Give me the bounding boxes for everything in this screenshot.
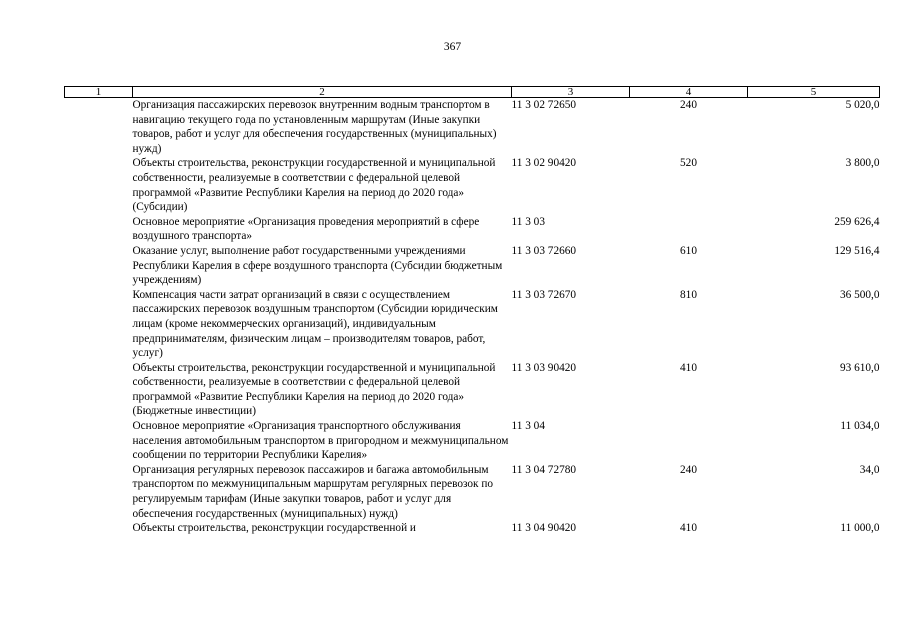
target-code-cell: 11 3 03 72670 [511, 288, 577, 301]
expense-type-cell: 240 [680, 463, 697, 476]
expense-type-cell: 610 [680, 244, 697, 257]
column-header-4: 4 [630, 87, 748, 98]
expense-type-cell [630, 419, 748, 463]
row-number-cell [65, 244, 133, 288]
table-row [65, 419, 880, 463]
table-row [65, 361, 880, 419]
target-code-cell: 11 3 03 72660 [511, 244, 577, 257]
target-code-cell: 11 3 04 72780 [511, 463, 577, 476]
amount-cell: 34,0 [859, 463, 880, 476]
target-code-cell: 11 3 02 72650 [511, 99, 577, 111]
header-row [65, 87, 880, 98]
target-code-cell: 11 3 02 90420 [511, 157, 577, 170]
target-code-cell: 11 3 03 [511, 215, 545, 228]
table-row [65, 463, 880, 521]
item-name-cell: Основное мероприятие «Организация проведения мероприятий в сфере воздушного транспорта» [132, 215, 480, 243]
row-number-cell [65, 419, 133, 463]
item-name-cell: Оказание услуг, выполнение работ государственными учреждениями Республики Карелия в сфере воздушного транспорта (Субсидии бюджетным учреждениям) [132, 244, 503, 287]
target-code-cell: 11 3 04 [511, 420, 545, 433]
expense-type-cell: 810 [680, 288, 697, 301]
row-number-cell [65, 98, 133, 157]
item-name-cell: Объекты строительства, реконструкции государственной и муниципальной собственности, реализуемые в соответствии с федеральной целевой программой «Развитие Республики Карелия на период до 2020 года» (Субсидии) [132, 157, 496, 214]
table-row [65, 521, 880, 536]
amount-cell: 259 626,4 [834, 215, 880, 228]
expense-type-cell: 520 [680, 157, 697, 170]
item-name-cell: Организация регулярных перевозок пассажиров и багажа автомобильным транспортом по межмуниципальным маршрутам регулярных перевозок по регулируемым тарифам (Иные закупки товаров, работ и услуг для обеспечения государственных (муниципальных) нужд) [132, 463, 494, 520]
amount-cell: 3 800,0 [845, 157, 880, 170]
row-number-cell [65, 215, 133, 244]
page-number: 367 [443, 41, 462, 53]
target-code-cell: 11 3 04 90420 [511, 522, 577, 535]
amount-cell: 36 500,0 [839, 288, 880, 301]
amount-cell: 5 020,0 [845, 99, 880, 111]
item-name-cell: Организация пассажирских перевозок внутренним водным транспортом в навигацию текущего года по установленным маршрутам (Иные закупки товаров, работ и услуг для обеспечения государственных (муниципальных) нужд) [132, 99, 497, 155]
row-number-cell [65, 288, 133, 361]
table-row [65, 215, 880, 244]
column-header-1: 1 [65, 87, 133, 98]
table-row [65, 244, 880, 288]
column-header-2: 2 [133, 87, 512, 98]
column-header-3: 3 [512, 87, 630, 98]
table-row [65, 156, 880, 214]
expense-type-cell: 410 [680, 361, 697, 374]
amount-cell: 11 034,0 [840, 420, 880, 433]
target-code-cell: 11 3 03 90420 [511, 361, 577, 374]
amount-cell: 93 610,0 [839, 361, 880, 374]
row-number-cell [65, 521, 133, 536]
row-number-cell [65, 156, 133, 214]
row-number-cell [65, 463, 133, 521]
expense-type-cell: 240 [680, 99, 697, 111]
expense-type-cell [630, 215, 748, 244]
item-name-cell: Основное мероприятие «Организация транспортного обслуживания населения автомобильным транспортом в пригородном и межмуниципальном сообщении по территории Республики Карелия» [132, 420, 509, 462]
table-row [65, 288, 880, 361]
amount-cell: 11 000,0 [840, 522, 880, 535]
amount-cell: 129 516,4 [834, 244, 880, 257]
column-header-5: 5 [748, 87, 880, 98]
budget-table [64, 86, 880, 536]
item-name-cell: Объекты строительства, реконструкции государственной и [132, 522, 416, 535]
row-number-cell [65, 361, 133, 419]
expense-type-cell: 410 [680, 522, 697, 535]
item-name-cell: Компенсация части затрат организаций в связи с осуществлением пассажирских перевозок воздушным транспортом (Субсидии юридическим лицам (кроме некоммерческих организаций), индивидуальным предпринимателям, физическим лицам – производителям товаров, работ, услуг) [132, 288, 498, 360]
item-name-cell: Объекты строительства, реконструкции государственной и муниципальной собственности, реализуемые в соответствии с федеральной целевой программой «Развитие Республики Карелия на период до 2020 года» (Бюджетные инвестиции) [132, 361, 496, 418]
table-row [65, 98, 880, 157]
